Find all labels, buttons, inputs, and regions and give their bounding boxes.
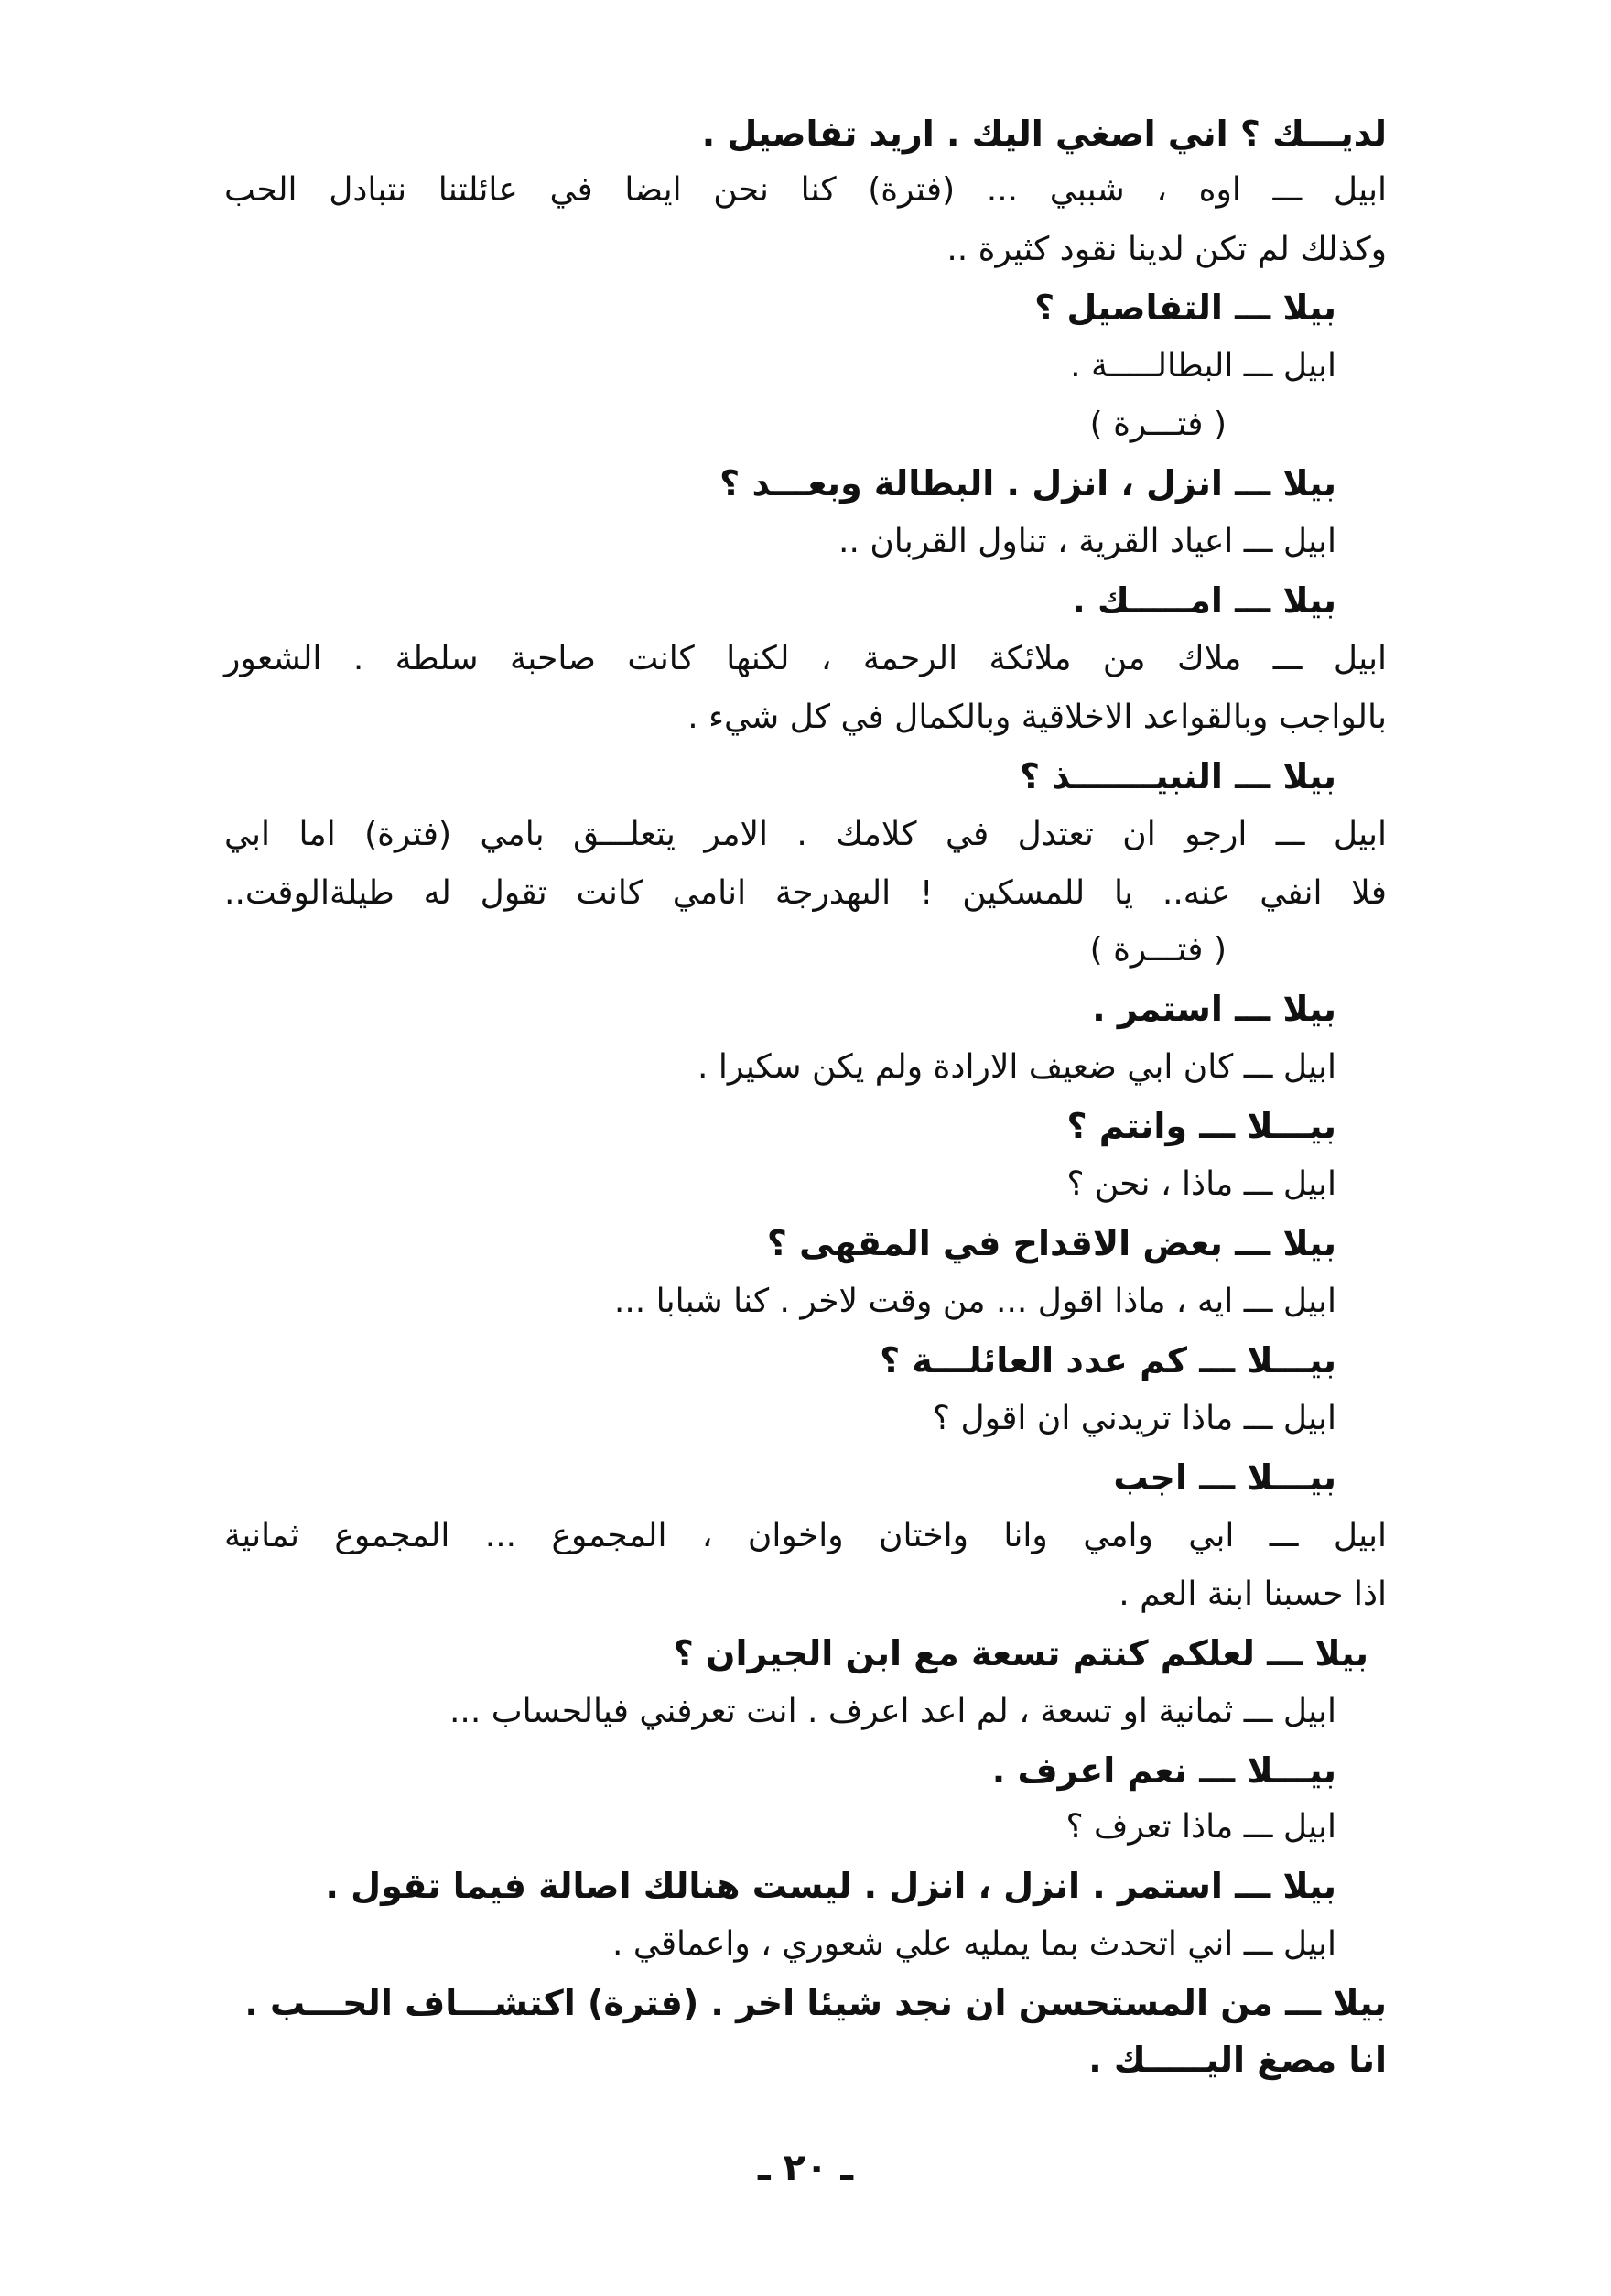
text-line-21: ابيل ـــ ايه ، ماذا اقول ... من وقت لاخر . كنا شبابا ... [613,1283,1336,1320]
text-line-14: فلا انفي عنه.. يا للمسكين ! الىهدرجة انامي كانت تقول له طيلةالوقت.. [224,874,1387,912]
text-line-8: ابيل ـــ اعياد القرية ، تناول القربان .. [838,523,1336,560]
text-line-4: بيلا ـــ التفاصيل ؟ [1034,287,1336,328]
text-line-1: لديـــك ؟ اني اصغي اليك . اريد تفاصيل . [701,114,1387,154]
text-line-17: ابيل ـــ كان ابي ضعيف الارادة ولم يكن سكيرا . [697,1048,1336,1086]
text-line-15: ( فتـــرة ) [1089,931,1227,969]
text-line-22: بيـــلا ـــ كم عدد العائلـــة ؟ [880,1340,1336,1381]
text-line-7: بيلا ـــ انزل ، انزل . البطالة وبعـــد ؟ [719,463,1336,504]
text-line-9: بيلا ـــ امـــــك . [1072,580,1336,621]
text-line-6: ( فتـــرة ) [1089,406,1227,443]
text-line-28: ابيل ـــ ثمانية او تسعة ، لم اعد اعرف . انت تعرفني فيالحساب ... [449,1693,1336,1730]
text-line-30: ابيل ـــ ماذا تعرف ؟ [1065,1808,1336,1846]
page-number: ـ ٢٠ ـ [757,2147,854,2189]
text-line-19: ابيل ـــ ماذا ، نحن ؟ [1066,1165,1336,1203]
text-line-16: بيلا ـــ استمر . [1092,989,1336,1029]
text-line-5: ابيل ـــ البطالـــــة . [1070,347,1336,384]
text-line-31: بيلا ـــ استمر . انزل ، انزل . ليست هنالك اصالة فيما تقول . [325,1866,1336,1906]
text-line-27: بيلا ـــ لعلكم كنتم تسعة مع ابن الجيران ؟ [673,1633,1368,1673]
text-line-13: ابيل ـــ ارجو ان تعتدل في كلامك . الامر يتعلـــق بامي (فترة) اما ابي [224,816,1387,853]
text-line-26: اذا حسبنا ابنة العم . [1119,1576,1387,1613]
text-line-3: وكذلك لم تكن لدينا نقود كثيرة .. [946,231,1387,268]
text-line-25: ابيل ـــ ابي وامي وانا واختان واخوان ، المجموع ... المجموع ثمانية [224,1517,1387,1554]
text-line-34: انا مصغ اليـــــك . [1088,2040,1387,2080]
text-line-24: بيـــلا ـــ اجب [1113,1457,1336,1498]
text-line-29: بيـــلا ـــ نعم اعرف . [991,1750,1336,1791]
text-line-18: بيـــلا ـــ وانتم ؟ [1066,1106,1336,1146]
text-line-2: ابيل ـــ اوه ، شببي ... (فترة) كنا نحن ايضا في عائلتنا نتبادل الحب [224,171,1387,209]
text-line-23: ابيل ـــ ماذا تريدني ان اقول ؟ [932,1400,1336,1437]
text-line-33: بيلا ـــ من المستحسن ان نجد شيئا اخر . (فترة) اكتشـــاف الحـــب . [244,1983,1387,2023]
text-line-10: ابيل ـــ ملاك من ملائكة الرحمة ، لكنها كانت صاحبة سلطة . الشعور [224,640,1387,677]
text-line-20: بيلا ـــ بعض الاقداح في المقهى ؟ [766,1223,1336,1263]
text-line-11: بالواجب وبالقواعد الاخلاقية وبالكمال في كل شيء . [687,699,1387,736]
text-line-12: بيلا ـــ النبيـــــــذ ؟ [1019,756,1336,796]
text-line-32: ابيل ـــ اني اتحدث بما يمليه علي شعوري ، واعماقي . [611,1925,1336,1963]
